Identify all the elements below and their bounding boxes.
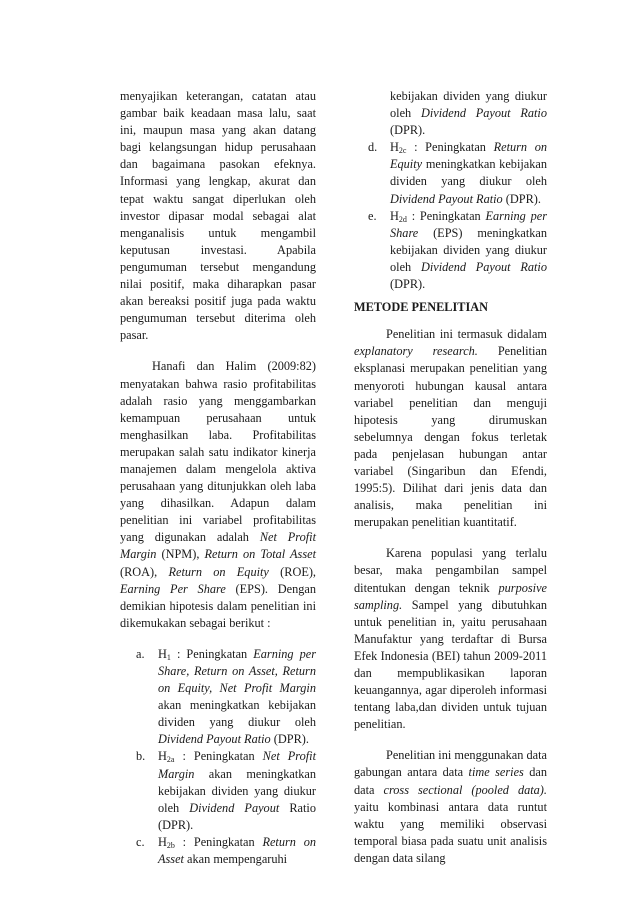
text-segment: (EPS) meningkatkan kebijakan dividen yang diukur oleh	[390, 225, 547, 274]
hypothesis-subscript: 1	[166, 652, 171, 662]
paragraph-sampling	[354, 545, 547, 733]
list-label: c.	[136, 834, 145, 849]
hypothesis-subscript: 2a	[166, 755, 175, 765]
text-segment: Penelitian ini termasuk didalam	[386, 327, 547, 342]
text-segment: (ROA),	[120, 564, 169, 579]
list-label: b.	[136, 749, 146, 764]
hypothesis-subscript: 2b	[166, 840, 175, 850]
italic-term: Net Profit Margin	[158, 749, 316, 781]
text-segment: (ROE),	[268, 564, 317, 579]
hypothesis-symbol: H	[390, 140, 399, 155]
text-segment: yaitu kombinasi antara data runtut waktu yang memiliki observasi temporal biasa pada suatu unit analisis dengan data silang	[354, 799, 547, 865]
italic-term: Earning per Share	[390, 208, 547, 240]
list-label: d.	[368, 140, 378, 155]
text-segment: (DPR).	[390, 277, 426, 292]
text-segment: kebijakan dividen yang diukur oleh	[390, 89, 547, 121]
list-label: e.	[368, 208, 377, 223]
italic-term: Dividend Payout Ratio	[158, 732, 271, 747]
paragraph-data-type	[354, 747, 547, 867]
text-segment: : Peningkatan	[174, 749, 263, 764]
paragraph-profitability	[120, 358, 316, 632]
text-segment: Karena populasi yang terlalu besar, maka pengambilan sampel ditentukan dengan teknik	[354, 546, 547, 595]
text-segment: : Peningkatan	[406, 208, 486, 223]
hypothesis-subscript: 2d	[398, 214, 407, 224]
text-segment: (DPR).	[502, 191, 541, 206]
text-segment: akan meningkatkan kebijakan dividen yang diukur oleh	[158, 698, 316, 730]
paragraph-research-type	[354, 326, 547, 531]
hypothesis-symbol: H	[158, 834, 167, 849]
italic-term: cross sectional (pooled data).	[383, 782, 547, 797]
term-npm: Net Profit Margin	[120, 530, 317, 562]
hypothesis-a	[120, 646, 316, 749]
text-segment: meningkatkan kebijakan dividen yang diukur oleh	[390, 157, 547, 189]
text-segment: Sampel yang dibutuhkan untuk penelitian in, yaitu perusahaan Manufaktur yang terdaftar di Bursa Efek Indonesia (BEI) tahun 2009-2011 dan mempublikasikan laporan keuangannya, agar diperoleh informasi tentang laba,dan dividen untuk tujuan penelitian.	[354, 597, 547, 732]
italic-term: time series	[468, 765, 524, 780]
text-segment: (DPR).	[390, 123, 426, 138]
text-segment: akan mempengaruhi	[183, 852, 288, 867]
text-segment: akan meningkatkan kebijakan dividen yang diukur oleh	[158, 766, 316, 815]
text-segment: (DPR).	[270, 732, 309, 747]
hypothesis-symbol: H	[158, 646, 167, 661]
text-segment: Penelitian eksplanasi merupakan penelitian yang menyoroti hubungan kausal antara variabel penelitian dan menguji hipotesis yang dirumuskan sebelumnya dengan fokus terletak pada penjelasan hubungan antar variabel (Singaribun dan Efendi, 1995:5). Dilihat dari jenis data dan analisis, maka penelitian ini merupakan penelitian kuantitatif.	[354, 344, 547, 530]
text-segment: (NPM),	[156, 547, 205, 562]
left-column	[120, 88, 316, 868]
list-label: a.	[136, 646, 145, 661]
term-eps: Earning Per Share	[120, 581, 226, 596]
italic-term: Dividend Payout Ratio	[420, 259, 547, 274]
italic-term: purposive sampling.	[354, 580, 547, 612]
italic-term: explanatory research.	[354, 344, 478, 359]
text-segment: (EPS). Dengan demikian hipotesis dalam penelitian ini dikemukakan sebagai berikut :	[120, 581, 316, 630]
right-column	[354, 88, 547, 867]
text-segment: Ratio (DPR).	[158, 800, 316, 832]
italic-term: Dividend Payout	[189, 800, 280, 815]
text-segment: Hanafi dan Halim (2009:82) menyatakan bahwa rasio profitabilitas adalah rasio yang menggambarkan kemampuan perusahaan untuk menghasilkan laba. Profitabilitas merupakan salah satu indikator kinerja manajemen dalam mengelola aktiva perusahaan yang ditunjukkan oleh laba yang dihasilkan. Adapun dalam penelitian ini variabel profitabilitas yang digunakan adalah	[120, 359, 316, 545]
hypothesis-symbol: H	[158, 749, 167, 764]
hypothesis-c	[120, 834, 316, 868]
hypothesis-b	[120, 748, 316, 833]
text-segment: : Peningkatan	[174, 834, 263, 849]
text-segment: : Peningkatan	[406, 140, 494, 155]
section-heading: METODE PENELITIAN	[354, 300, 489, 315]
term-roe: Return on Equity	[168, 564, 269, 579]
hypothesis-d	[354, 139, 547, 207]
paragraph-information: menyajikan keterangan, catatan atau gambar baik keadaan masa lalu, saat ini, maupun masa yang akan datang bagi kelangsungan hidup perusahaan dan bagaimana pasokan efeknya. Informasi yang lengkap, akurat dan tepat waktu sangat diperlukan oleh investor dipasar modal sebagai alat menganalisis untuk mengambil keputusan investasi. Apabila pengumuman tersebut mengandung nilai positif, maka diharapkan pasar akan bereaksi positif juga pada waktu pengumuman tersebut diterima oleh pasar.	[120, 89, 316, 343]
hypothesis-subscript: 2c	[398, 146, 407, 156]
italic-term: Return on Asset	[158, 834, 316, 867]
hypothesis-e	[354, 208, 547, 293]
italic-term: Dividend Payout Ratio	[420, 106, 547, 121]
text-segment: Penelitian ini menggunakan data gabungan antara data	[354, 748, 547, 780]
italic-term: Return on Equity	[390, 140, 547, 172]
italic-term: Dividend Payout Ratio	[390, 191, 503, 206]
text-segment: dan data	[354, 765, 547, 797]
text-segment: : Peningkatan	[170, 646, 254, 661]
hypothesis-symbol: H	[390, 208, 399, 223]
term-roa: Return on Total Asset	[204, 547, 316, 562]
italic-terms: Earning per Share, Return on Asset, Return on Equity, Net Profit Margin	[158, 646, 316, 696]
hypothesis-c-continued	[354, 88, 547, 139]
